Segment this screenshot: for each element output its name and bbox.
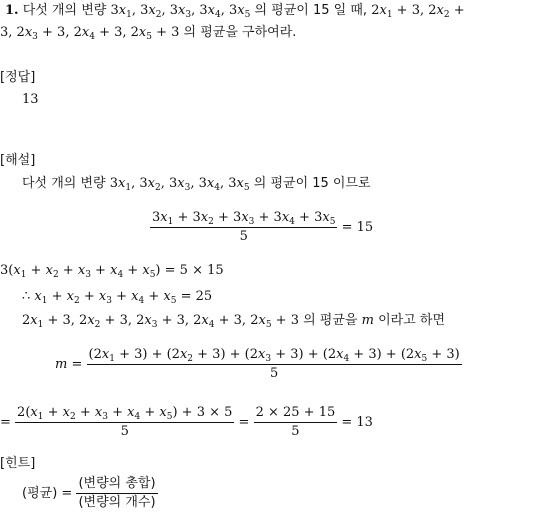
equation-mean [150, 210, 373, 245]
mean-rhs: = 15 [341, 220, 374, 235]
sum-times-rhs: = 5 × 15 [164, 263, 224, 278]
solution-line-1 [22, 176, 371, 192]
solution-text-1a: 다섯 개의 변량 [22, 176, 106, 191]
equation-sum: ∴ $x_1 + x_2 + x_3 + x_4 + x_5 = 25$ [22, 289, 213, 306]
problem-text-2: 의 평균을 구하여라. [183, 25, 297, 40]
final-leading-equals: = [0, 415, 11, 430]
hint-formula [22, 476, 158, 511]
hint-equals: = [61, 486, 73, 501]
solution-text-4b: 이라고 하면 [378, 313, 446, 328]
m-variable: m [55, 357, 68, 372]
hint-lhs: (평균) [22, 486, 58, 501]
final-result: = 13 [341, 415, 373, 430]
solution-heading: [해설] [0, 153, 36, 168]
hint-numerator: (변량의 총합) [76, 476, 157, 494]
therefore-symbol: ∴ [22, 289, 31, 304]
problem-text-1a: 다섯 개의 변량 [22, 3, 107, 18]
final-fraction-b-num: 2 × 25 + 15 [254, 405, 338, 423]
final-fraction-b-den: 5 [291, 424, 300, 439]
solution-line-4 [22, 313, 445, 329]
hint-heading: [힌트] [0, 456, 36, 471]
mean-variable: m [361, 313, 374, 328]
problem-expr-rest: 3, $2x_3 + 3$, $2x_4 + 3$, $2x_5 + 3$ [0, 25, 184, 42]
problem-line-1 [5, 3, 465, 19]
equation-sum-times: $3(x_1 + x_2 + x_3 + x_4 + x_5) = 5 \times 15$ [0, 263, 224, 280]
solution-text-1b: 의 평균이 15 이므로 [253, 176, 371, 191]
final-fraction-a-den: 5 [120, 424, 129, 439]
problem-expr-start: $2x_1 + 3$, $2x_2$ + [371, 3, 465, 20]
equation-m [55, 347, 462, 382]
m-equals: = [71, 357, 83, 372]
m-denominator: 5 [269, 366, 279, 381]
final-fraction-a: $\frac{2(x_1 + x_2 + x_3 + x_4 + x_5) + 3 \times 5}{5}$ [17, 405, 233, 439]
equation-final: = $\frac{2(x_1 + x_2 + x_3 + x_4 + x_5) + 3 \times 5}{5}$ = $\frac{2 \times 25 + 15}{5}$ = 13 [0, 405, 373, 439]
final-fraction-b [254, 405, 338, 440]
variate-list: $3x_1$, $3x_2$, $3x_3$, $3x_4$, $3x_5$ [110, 3, 251, 20]
answer-heading: [정답] [0, 70, 36, 85]
solution-text-4a: 의 평균을 [303, 313, 358, 328]
problem-number: 1. [5, 3, 19, 18]
hint-denominator: (변량의 개수) [78, 495, 156, 510]
sum-rhs: = 25 [180, 289, 213, 304]
new-variate-list: $2x_1 + 3$, $2x_2 + 3$, $2x_3 + 3$, $2x_4 + 3$, $2x_5 + 3$ [22, 313, 304, 330]
answer-value: 13 [22, 92, 39, 107]
solution-variate-list: $3x_1$, $3x_2$, $3x_3$, $3x_4$, $3x_5$ [109, 176, 250, 193]
mean-fraction: $\frac{3x_1 + 3x_2 + 3x_3 + 3x_4 + 3x_5}{5}$ [152, 210, 336, 244]
problem-line-2 [0, 25, 296, 41]
problem-text-1b: 의 평균이 15 일 때, [254, 3, 368, 18]
mean-denominator: 5 [239, 229, 248, 244]
hint-fraction [76, 476, 157, 511]
m-fraction: $\frac{(2x_1 + 3) + (2x_2 + 3) + (2x_3 + 3) + (2x_4 + 3) + (2x_5 + 3)}{5}$ [88, 347, 460, 381]
